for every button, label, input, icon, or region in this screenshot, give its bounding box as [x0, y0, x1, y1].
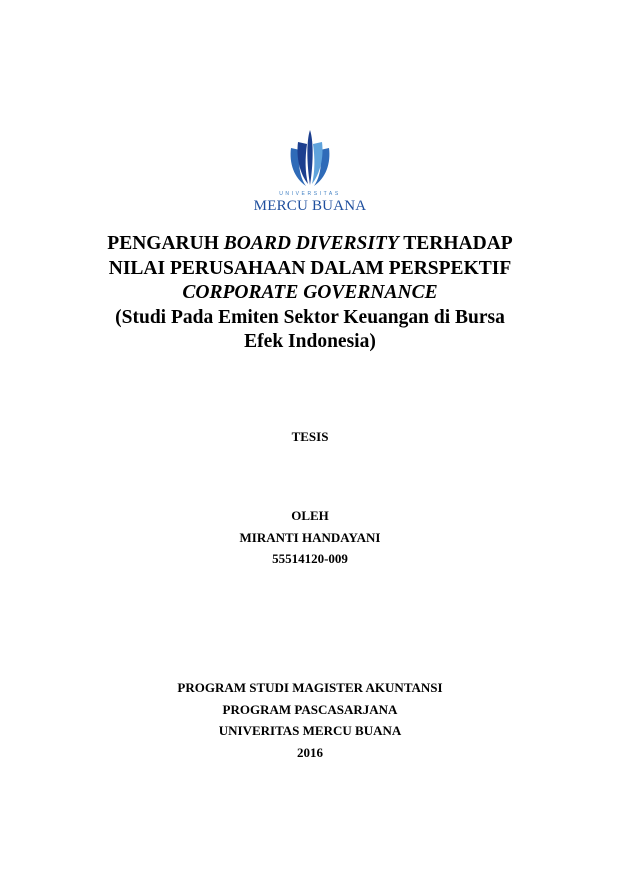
- university-name: UNIVERITAS MERCU BUANA: [218, 723, 402, 738]
- mercu-buana-emblem-icon: [288, 128, 332, 188]
- title-line-1-italic: BOARD DIVERSITY: [223, 233, 399, 254]
- title-line-5: Efek Indonesia): [244, 331, 376, 352]
- author-name: MIRANTI HANDAYANI: [239, 529, 381, 545]
- university-logo: [0, 128, 620, 214]
- institution-block: [0, 677, 620, 763]
- student-id: 55514120-009: [272, 551, 348, 566]
- graduate-program: PROGRAM PASCASARJANA: [222, 701, 398, 717]
- author-block: [0, 505, 620, 570]
- document-type-label: TESIS: [291, 429, 329, 444]
- logo-mercu-buana-text: MERCU BUANA: [253, 198, 367, 214]
- title-line-2: NILAI PERUSAHAAN DALAM PERSPEKTIF: [108, 257, 512, 279]
- year: 2016: [297, 744, 323, 760]
- title-line-1-suffix: TERHADAP: [398, 233, 513, 254]
- document-type: [0, 426, 620, 448]
- title-line-1-prefix: PENGARUH: [107, 233, 224, 254]
- thesis-title: [0, 232, 620, 355]
- title-line-4: (Studi Pada Emiten Sektor Keuangan di Bursa: [115, 306, 505, 328]
- title-line-3-italic: CORPORATE GOVERNANCE: [182, 282, 438, 303]
- title-line-3: [0, 281, 620, 306]
- logo-universitas-text: UNIVERSITAS: [279, 191, 341, 197]
- title-line-1: [0, 232, 620, 257]
- study-program: PROGRAM STUDI MAGISTER AKUNTANSI: [177, 680, 443, 695]
- by-label: OLEH: [291, 508, 329, 523]
